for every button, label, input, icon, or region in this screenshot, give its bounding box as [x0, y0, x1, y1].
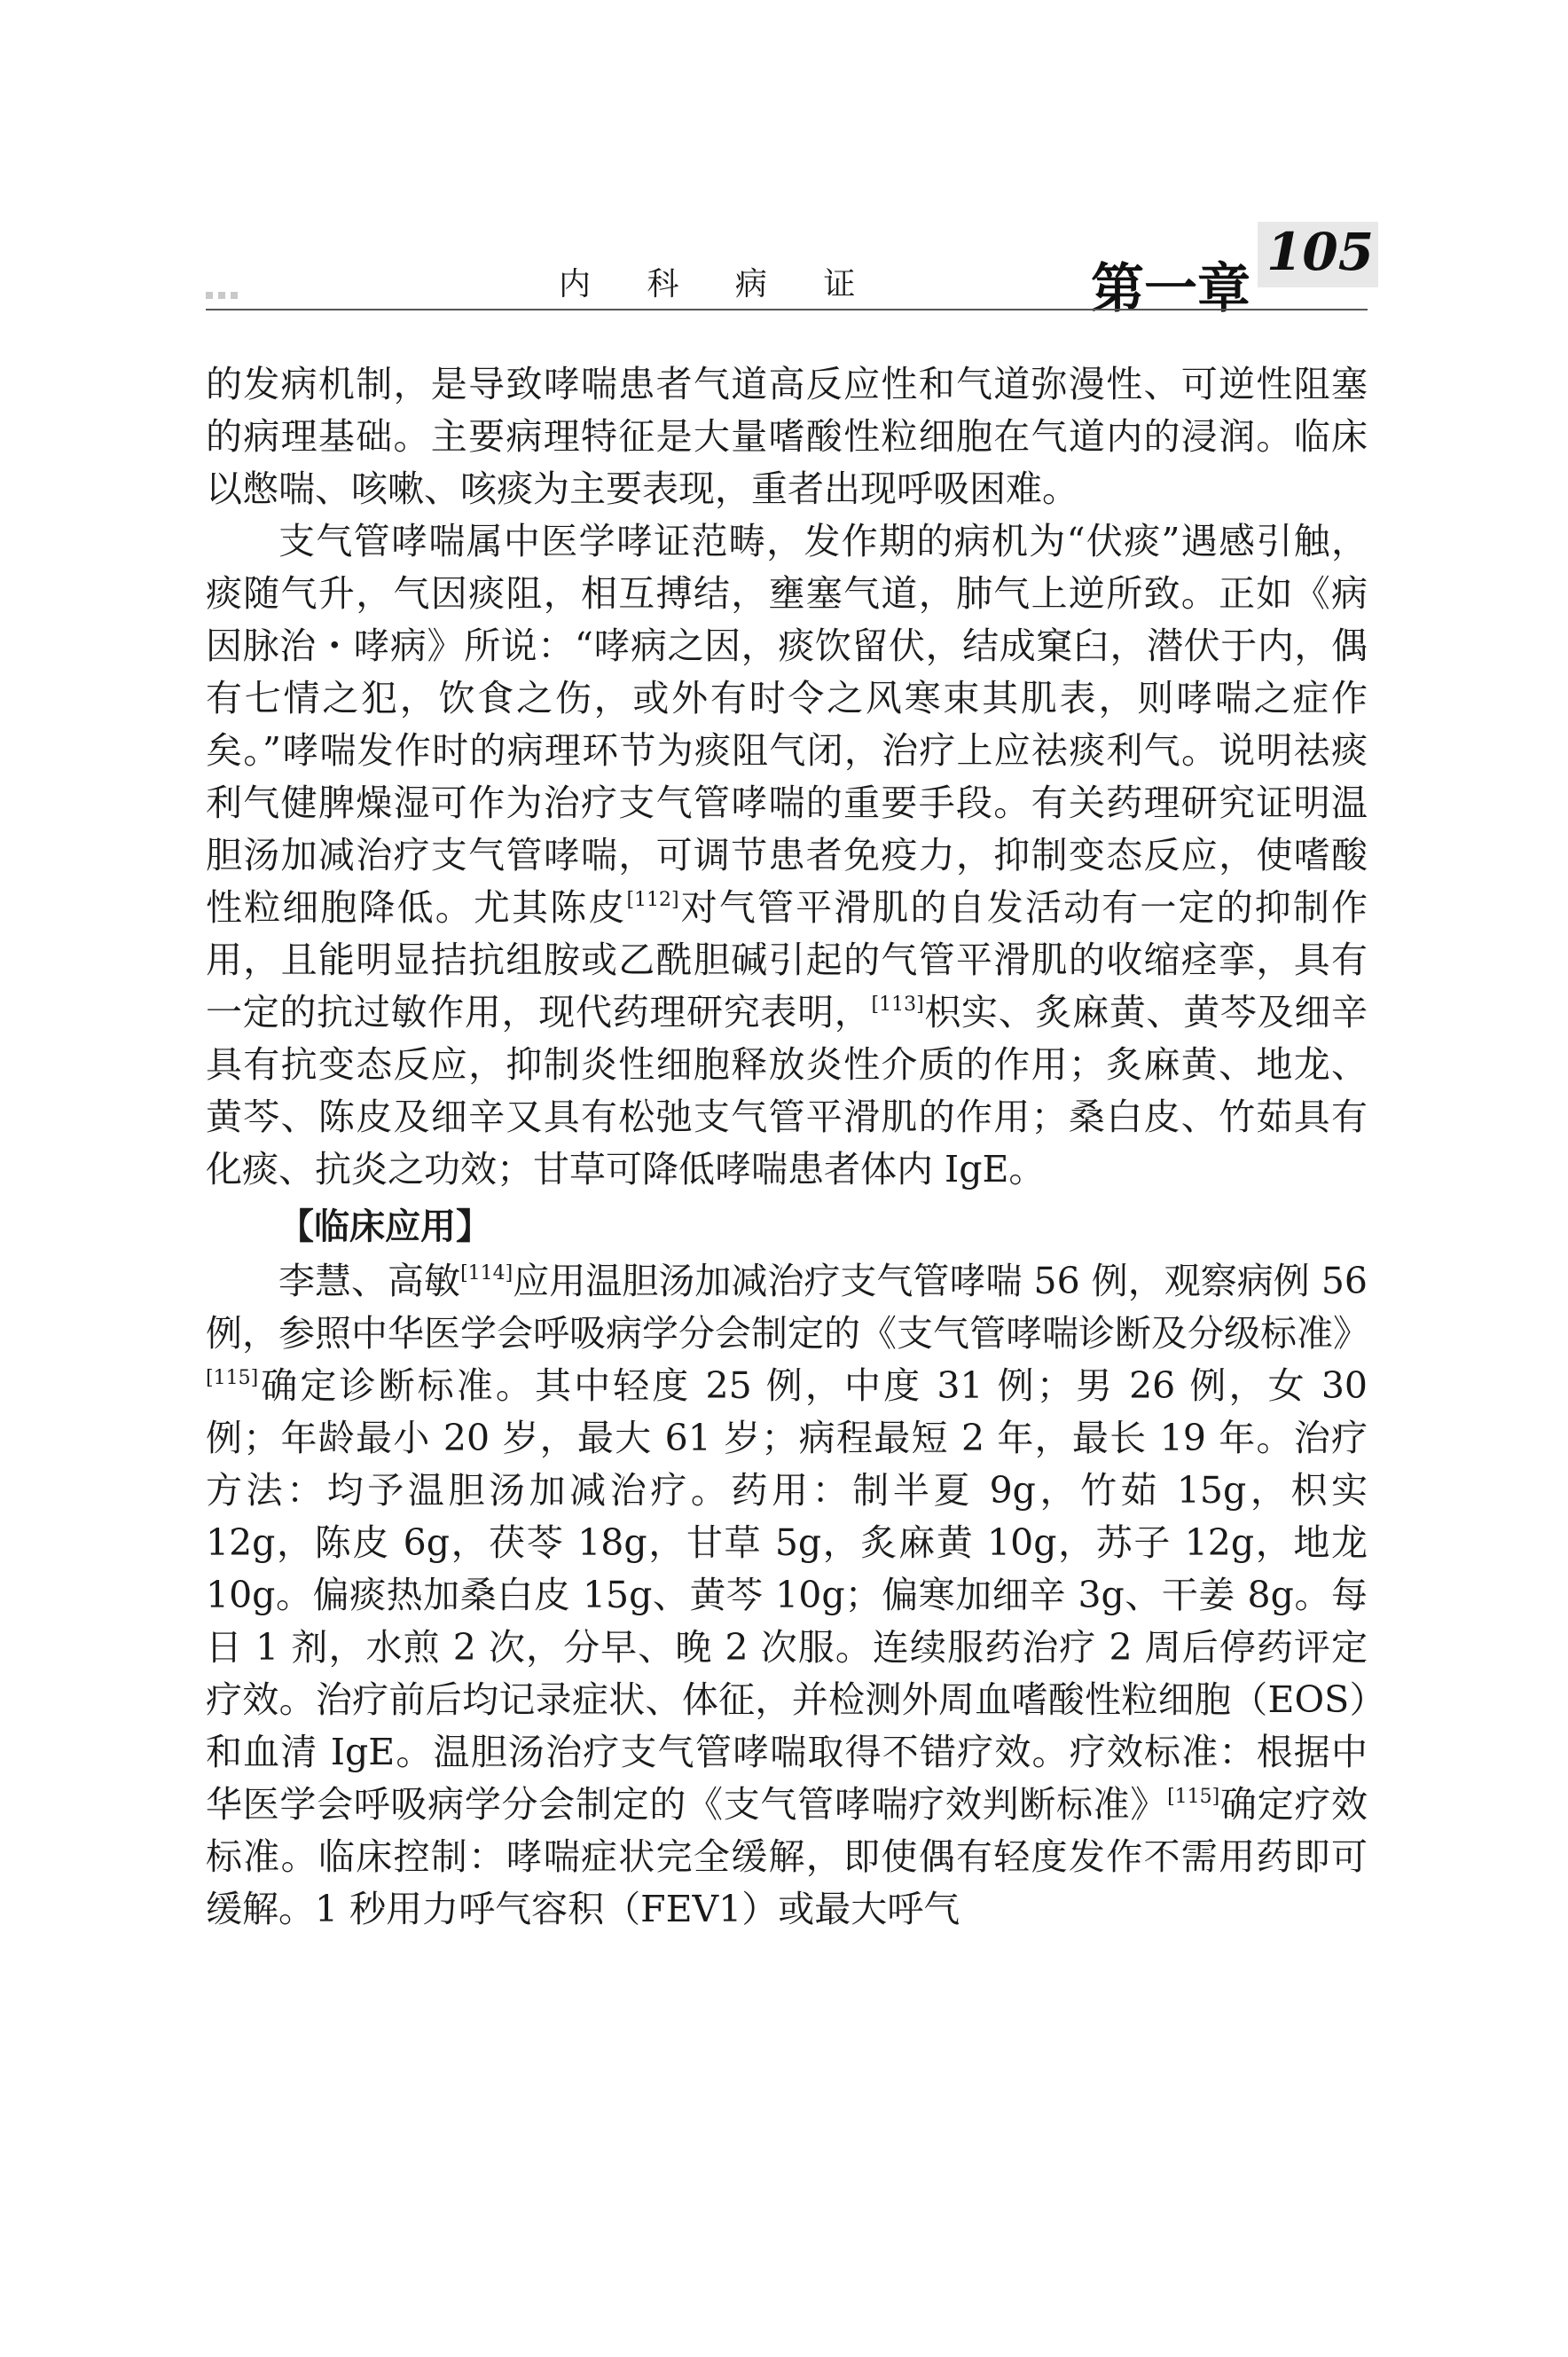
header-rule [206, 309, 1368, 310]
chapter-label: 第一章 [1091, 258, 1250, 320]
reference-112: [112] [626, 889, 679, 911]
paragraph-1: 的发病机制，是导致哮喘患者气道高反应性和气道弥漫性、可逆性阻塞的病理基础。主要病理特征是大量嗜酸性粒细胞在气道内的浸润。临床以憋喘、咳嗽、咳痰为主要表现，重者出现呼吸困难。 [206, 363, 1368, 510]
reference-113: [113] [871, 994, 924, 1016]
body-text [206, 358, 1368, 1936]
header-ornament [206, 286, 268, 305]
reference-115: [115] [206, 1367, 259, 1389]
paragraph-3-part-b: 应用温胆汤加减治疗支气管哮喘 56 例，观察病例 56 例，参照中华医学会呼吸病学分会制定的《支气管哮喘诊断及分级标准》 [206, 1260, 1369, 1355]
paragraph-2 [206, 515, 1368, 1196]
paragraph-3 [206, 1255, 1368, 1936]
section-heading: 【临床应用】 [278, 1206, 491, 1247]
page-header [0, 0, 1568, 319]
paragraph-2-part-c: 枳实、炙麻黄、黄芩及细辛具有抗变态反应，抑制炎性细胞释放炎性介质的作用；炙麻黄、地龙、黄芩、陈皮及细辛又具有松弛支气管平滑肌的作用；桑白皮、竹茹具有化痰、抗炎之功效；甘草可降低哮喘患者体内 IgE。 [206, 991, 1368, 1190]
paragraph-3-part-a: 李慧、高敏 [278, 1260, 461, 1302]
paragraph-3-part-c: 确定诊断标准。其中轻度 25 例，中度 31 例；男 26 例，女 30 例；年龄最小 20 岁，最大 61 岁；病程最短 2 年，最长 19 年。治疗方法：均予温胆汤加减治疗。药用：制半夏 9g，竹茹 15g，枳实 12g，陈皮 6g，茯苓 18g，甘草 5g，炙麻黄 10g，苏子 12g，地龙 10g。偏痰热加桑白皮 15g、黄芩 10g；偏寒加细辛 3g、干姜 8g。每日 1 剂，水煎 2 次，分早、晚 2 次服。连续服药治疗 2 周后停药评定疗效。治疗前后均记录症状、体征，并检测外周血嗜酸性粒细胞（EOS）和血清 IgE。温胆汤治疗支气管哮喘取得不错疗效。疗效标准：根据中华医学会呼吸病学分会制定的《支气管哮喘疗效判断标准》 [206, 1364, 1368, 1826]
paragraph-3-part-d: 确定疗效标准。临床控制：哮喘症状完全缓解，即使偶有轻度发作不需用药即可缓解。1 秒用力呼气容积（FEV1）或最大呼气 [206, 1783, 1368, 1930]
reference-114: [114] [460, 1262, 514, 1285]
reference-115: [115] [1167, 1786, 1220, 1808]
running-title: 内 科 病 证 [559, 266, 879, 302]
paragraph-2-part-a: 支气管哮喘属中医学哮证范畴，发作期的病机为“伏痰”遇感引触，痰随气升，气因痰阻，相互搏结，壅塞气道，肺气上逆所致。正如《病因脉治・哮病》所说：“哮病之因，痰饮留伏，结成窠臼，潜伏于内，偶有七情之犯，饮食之伤，或外有时令之风寒束其肌表，则哮喘之症作矣。”哮喘发作时的病理环节为痰阻气闭，治疗上应祛痰利气。说明祛痰利气健脾燥湿可作为治疗支气管哮喘的重要手段。有关药理研究证明温胆汤加减治疗支气管哮喘，可调节患者免疫力，抑制变态反应，使嗜酸性粒细胞降低。尤其陈皮 [206, 520, 1368, 929]
page-number: 105 [1266, 222, 1375, 282]
paragraph-2-part-b: 对气管平滑肌的自发活动有一定的抑制作用，且能明显拮抗组胺或乙酰胆碱引起的气管平滑肌的收缩痉挛，具有一定的抗过敏作用，现代药理研究表明， [206, 886, 1368, 1033]
